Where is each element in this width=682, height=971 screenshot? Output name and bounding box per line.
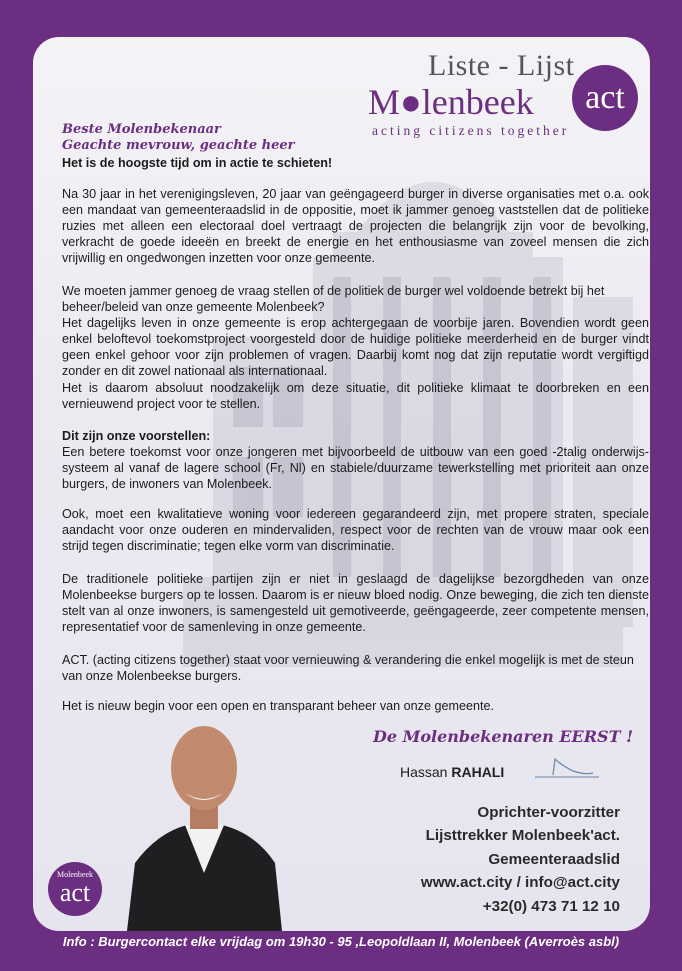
signer-first-name: Hassan xyxy=(400,764,448,780)
flyer-card xyxy=(33,37,650,931)
role-list-leader: Lijsttrekker Molenbeek'act. xyxy=(425,827,620,845)
phone-number[interactable]: +32(0) 473 71 12 10 xyxy=(482,897,620,915)
paragraph-1 xyxy=(62,186,649,266)
badge-act-text: act xyxy=(59,878,91,907)
logo-list-label: Liste - Lijst xyxy=(428,49,575,82)
candidate-portrait xyxy=(127,713,282,931)
role-founder: Oprichter-voorzitter xyxy=(477,804,620,821)
proposals-section xyxy=(62,428,649,492)
intro-text: Het is de hoogste tijd om in actie te schieten! xyxy=(62,156,333,170)
paragraph-4 xyxy=(62,506,649,554)
paragraph-2c-text: Het is daarom absoluut noodzakelijk om deze situatie, dit politieke klimaat te doorbreken en een vernieuwend project voor te stellen. xyxy=(62,380,649,411)
greeting-line-1: Beste Molenbekenaar xyxy=(62,122,221,137)
paragraph-6-text: ACT. (acting citizens together) staat voor vernieuwing & verandering die enkel mogelijk is met de steun van onze Molenbeekse burgers. xyxy=(62,653,634,684)
paragraph-2 xyxy=(62,283,649,412)
molenbeek-act-logo xyxy=(368,47,638,139)
proposals-title: Dit zijn onze voorstellen: xyxy=(62,429,211,443)
greeting-line-2: Geachte mevrouw, geachte heer xyxy=(62,138,295,153)
footer-info: Info : Burgercontact elke vrijdag om 19h30 - 95 ,Leopoldlaan II, Molenbeek (Averroès asbl) xyxy=(62,934,620,949)
paragraph-7-text: Het is nieuw begin voor een open en transparant beheer van onze gemeente. xyxy=(62,699,494,713)
paragraph-4-text: Ook, moet een kwalitatieve woning voor iedereen gegarandeerd zijn, met propere straten, speciale aandacht voor onze ouderen en mindervaliden, respect voor de rechten van de vrouw maar ook een strijd tegen discriminatie; tegen elke vorm van discriminatie. xyxy=(62,507,649,554)
slogan: De Molenbekenaren EERST ! xyxy=(373,727,634,746)
paragraph-5-text: De traditionele politieke partijen zijn er niet in geslaagd de dagelijkse bezorgdheden van onze Molenbeekse burgers op te lossen. Daarom is er nieuw bloed nodig. Onze beweging, die zich ten dienste stelt van al onze inwoners, is samengesteld uit gemotiveerde, geëngageerde, zeer competente mensen, representatief voor de samenleving in onze gemeente. xyxy=(62,572,649,635)
paragraph-1-text: Na 30 jaar in het verenigingsleven, 20 jaar van geëngageerd burger in diverse organisaties met o.a. ook een mandaat van gemeenteraadslid in de oppositie, moet ik jammer genoeg vaststellen dat de politieke ruzies met alleen een electoraal doel vertraagt de projecten die belangrijk zijn voor de bevolking, verkracht de goede ideeën en breekt de energie en het enthousiasme van zoveel mensen die zich vrijwillig en ongedwongen inzetten voor onze gemeente. xyxy=(62,187,649,266)
signer-last-name: RAHALI xyxy=(451,764,505,780)
paragraph-6 xyxy=(62,652,649,684)
role-councillor: Gemeenteraadslid xyxy=(488,850,620,868)
website-email[interactable]: www.act.city / info@act.city xyxy=(420,874,620,892)
logo-act-circle: act xyxy=(572,65,638,131)
paragraph-7 xyxy=(62,698,649,714)
logo-tagline: acting citizens together xyxy=(372,123,570,138)
paragraph-2b-text: Het dagelijks leven in onze gemeente is erop achtergegaan de voorbije jaren. Bovendien wordt geen enkel beloftevol toekomstproject voorgesteld door de huidige politieke meerderheid en de burger vindt geen enkel gehoor voor zijn problemen of vragen. Daarbij komt nog dat zijn reputatie wordt vergiftigd zonder en dit zowel nationaal als internationaal. xyxy=(62,316,649,379)
signature-image xyxy=(533,753,603,787)
act-badge-logo xyxy=(48,862,102,916)
paragraph-3-text: Een betere toekomst voor onze jongeren met bijvoorbeeld de uitbouw van een goed -2talig onderwijs-systeem al vanaf de lagere school (Fr, Nl) en stabiele/duurzame tewerkstelling met prioriteit aan onze burgers, de inwoners van Molenbeek. xyxy=(62,445,649,492)
intro-line xyxy=(62,155,649,171)
logo-wordmark: M●lenbeek xyxy=(368,82,534,122)
signer-name xyxy=(400,764,504,780)
paragraph-5 xyxy=(62,571,649,635)
contact-info xyxy=(421,801,620,918)
badge-small-text: Molenbeek xyxy=(57,870,93,879)
paragraph-2a-text: We moeten jammer genoeg de vraag stellen of de politiek de burger wel voldoende betrekt bij het beheer/beleid van onze gemeente Molenbeek? xyxy=(62,284,605,315)
